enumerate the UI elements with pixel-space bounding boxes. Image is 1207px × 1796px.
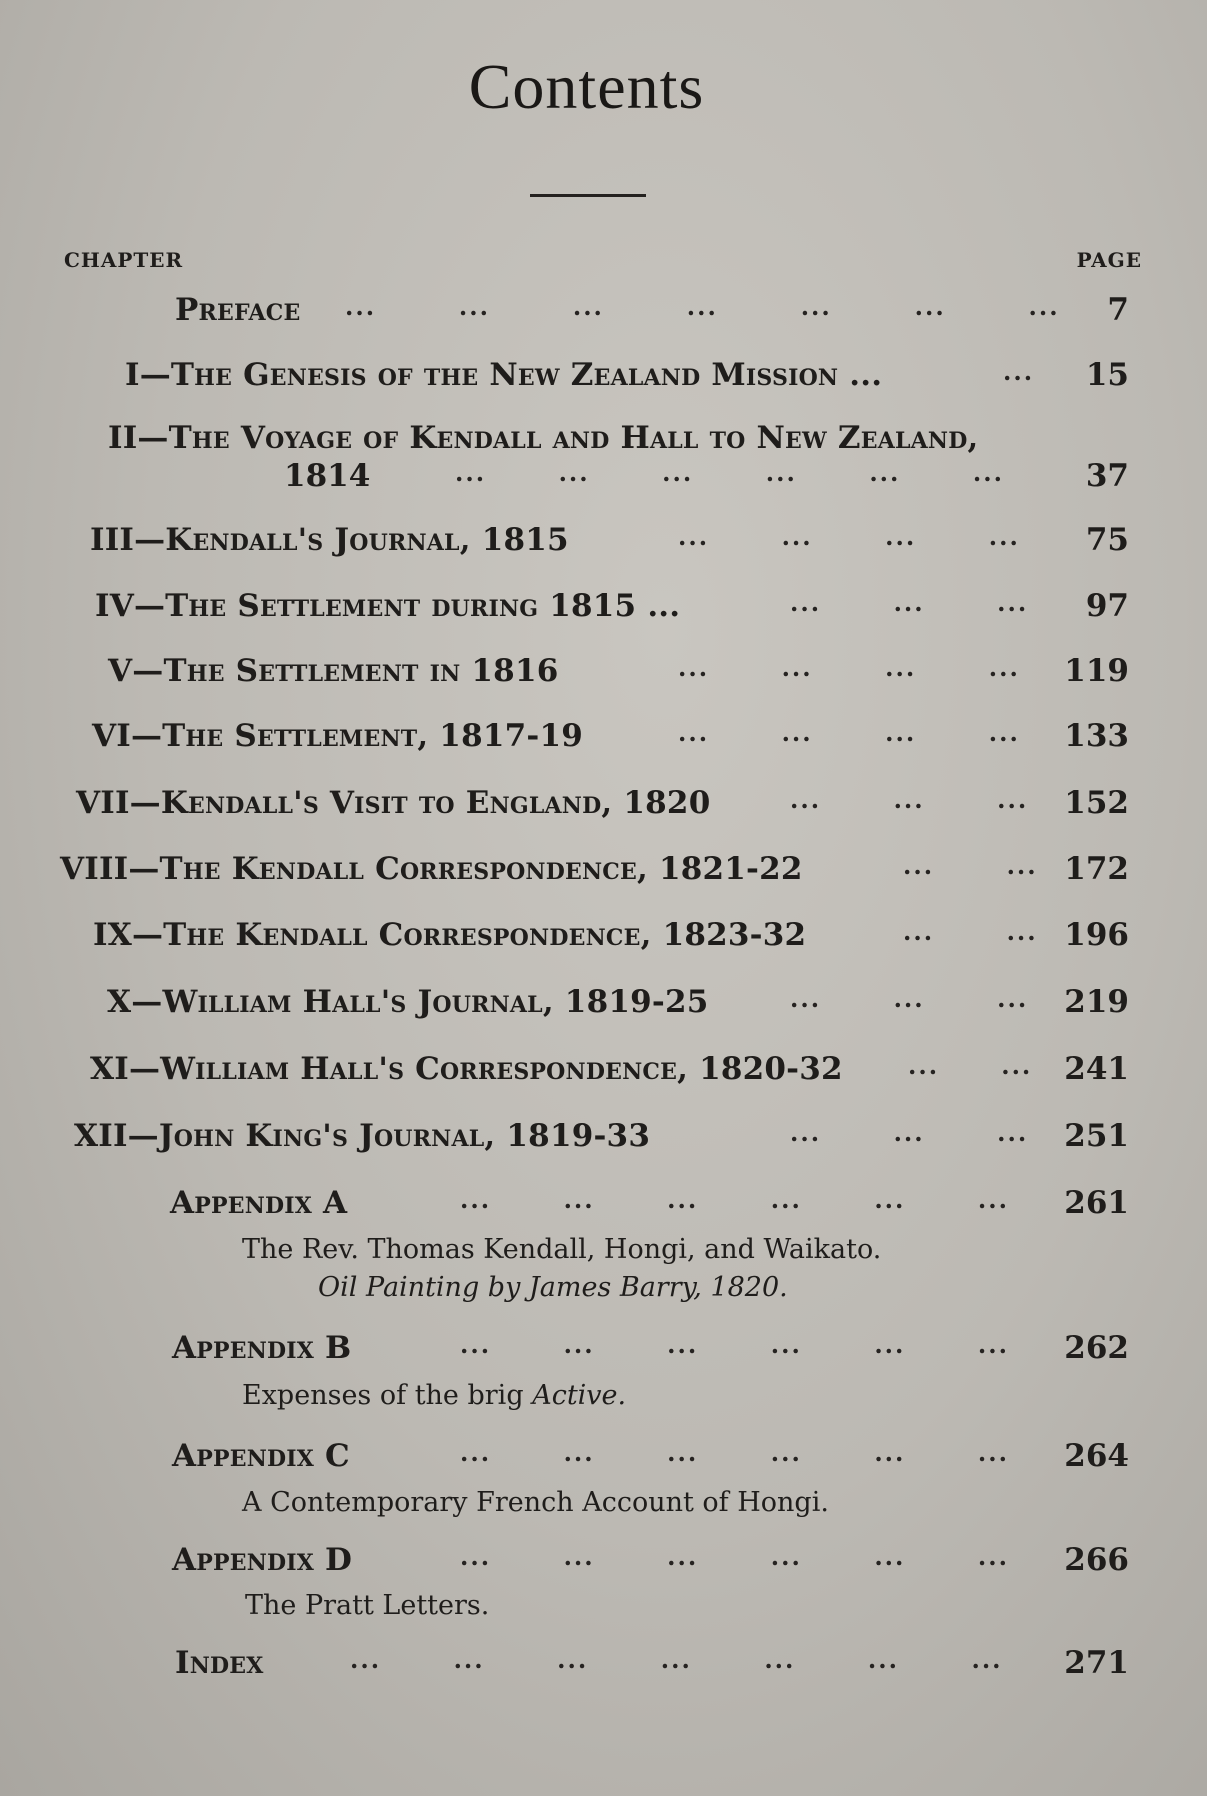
- toc-entry-appendix-b: [0, 1330, 1207, 1380]
- leader-dots: ... ... ... ... ... ...: [460, 1542, 1009, 1571]
- entry-label: IV—The Settlement during 1815 ...: [95, 588, 681, 624]
- leader-dots: ... ... ...: [790, 984, 1029, 1013]
- chapter-column-header: CHAPTER: [64, 248, 184, 272]
- entry-page: 7: [1107, 292, 1129, 328]
- entry-page: 152: [1064, 785, 1129, 821]
- leader-dots: ... ...: [903, 917, 1038, 946]
- title-rule: [530, 194, 646, 197]
- entry-label: XI—William Hall's Correspondence, 1820-32: [90, 1051, 843, 1087]
- entry-label: VI—The Settlement, 1817-19: [92, 718, 583, 754]
- entry-label: Appendix D: [172, 1542, 353, 1578]
- appendix-a-caption: Oil Painting by James Barry, 1820.: [318, 1272, 788, 1303]
- entry-page: 37: [1085, 458, 1129, 494]
- toc-entry-chapter-11: [0, 1051, 1207, 1101]
- leader-dots: ... ... ... ... ... ...: [460, 1330, 1009, 1359]
- entry-page: 271: [1064, 1645, 1129, 1681]
- entry-label: Index: [175, 1645, 264, 1681]
- leader-dots: ... ... ... ... ... ...: [460, 1438, 1009, 1467]
- leader-dots: ... ... ... ... ... ... ...: [345, 292, 1060, 321]
- entry-label: XII—John King's Journal, 1819-33: [74, 1118, 651, 1154]
- appendix-c-description: A Contemporary French Account of Hongi.: [242, 1487, 829, 1518]
- entry-page: 172: [1064, 851, 1129, 887]
- appendix-b-description: Expenses of the brig Active.: [242, 1380, 627, 1411]
- leader-dots: ...: [1003, 357, 1035, 386]
- entry-page: 97: [1085, 588, 1129, 624]
- leader-dots: ... ... ... ... ... ... ...: [350, 1645, 1003, 1674]
- entry-page: 262: [1064, 1330, 1129, 1366]
- page-title: Contents: [468, 51, 705, 122]
- toc-entry-appendix-c: [0, 1438, 1207, 1488]
- appendix-d-description: The Pratt Letters.: [245, 1590, 490, 1621]
- toc-entry-chapter-3: [0, 522, 1207, 572]
- entry-label: VII—Kendall's Visit to England, 1820: [76, 785, 711, 821]
- page-column-header: PAGE: [1076, 248, 1142, 272]
- leader-dots: ... ... ... ... ... ...: [455, 458, 1004, 487]
- leader-dots: ... ... ... ... ... ...: [460, 1185, 1009, 1214]
- entry-label-continued: 1814: [284, 458, 371, 494]
- entry-page: 251: [1064, 1118, 1129, 1154]
- entry-label: II—The Voyage of Kendall and Hall to New Zealand,: [108, 420, 979, 456]
- leader-dots: ... ... ...: [790, 1118, 1029, 1147]
- toc-entry-chapter-12: [0, 1118, 1207, 1168]
- toc-entry-chapter-6: [0, 718, 1207, 768]
- leader-dots: ... ... ... ...: [678, 653, 1020, 682]
- toc-entry-preface: [0, 292, 1207, 342]
- toc-entry-chapter-8: [0, 851, 1207, 901]
- toc-entry-appendix-d: [0, 1542, 1207, 1592]
- toc-entry-chapter-5: [0, 653, 1207, 703]
- entry-page: 241: [1064, 1051, 1129, 1087]
- entry-label: III—Kendall's Journal, 1815: [90, 522, 569, 558]
- entry-label: VIII—The Kendall Correspondence, 1821-22: [60, 851, 803, 887]
- leader-dots: ... ...: [903, 851, 1038, 880]
- entry-label: Preface: [175, 292, 301, 328]
- entry-page: 219: [1064, 984, 1129, 1020]
- entry-label: Appendix C: [172, 1438, 350, 1474]
- entry-label: Appendix A: [170, 1185, 348, 1221]
- entry-label: IX—The Kendall Correspondence, 1823-32: [93, 917, 807, 953]
- toc-entry-chapter-2-continued: [0, 458, 1207, 508]
- toc-entry-chapter-10: [0, 984, 1207, 1034]
- entry-page: 133: [1064, 718, 1129, 754]
- entry-page: 75: [1085, 522, 1129, 558]
- entry-page: 266: [1064, 1542, 1129, 1578]
- entry-page: 264: [1064, 1438, 1129, 1474]
- leader-dots: ... ... ... ...: [678, 522, 1020, 551]
- appendix-a-description: The Rev. Thomas Kendall, Hongi, and Waikato.: [242, 1234, 882, 1265]
- entry-label: Appendix B: [172, 1330, 352, 1366]
- entry-label: I—The Genesis of the New Zealand Mission ...: [125, 357, 883, 393]
- toc-entry-chapter-7: [0, 785, 1207, 835]
- leader-dots: ... ...: [908, 1051, 1033, 1080]
- toc-entry-chapter-9: [0, 917, 1207, 967]
- entry-label: X—William Hall's Journal, 1819-25: [107, 984, 709, 1020]
- entry-page: 119: [1064, 653, 1129, 689]
- entry-label: V—The Settlement in 1816: [108, 653, 559, 689]
- toc-entry-chapter-1: [0, 357, 1207, 407]
- leader-dots: ... ... ... ...: [678, 718, 1020, 747]
- entry-page: 261: [1064, 1185, 1129, 1221]
- toc-entry-appendix-a: [0, 1185, 1207, 1235]
- entry-page: 196: [1064, 917, 1129, 953]
- toc-entry-chapter-4: [0, 588, 1207, 638]
- entry-page: 15: [1085, 357, 1129, 393]
- leader-dots: ... ... ...: [790, 588, 1029, 617]
- toc-entry-index: [0, 1645, 1207, 1695]
- leader-dots: ... ... ...: [790, 785, 1029, 814]
